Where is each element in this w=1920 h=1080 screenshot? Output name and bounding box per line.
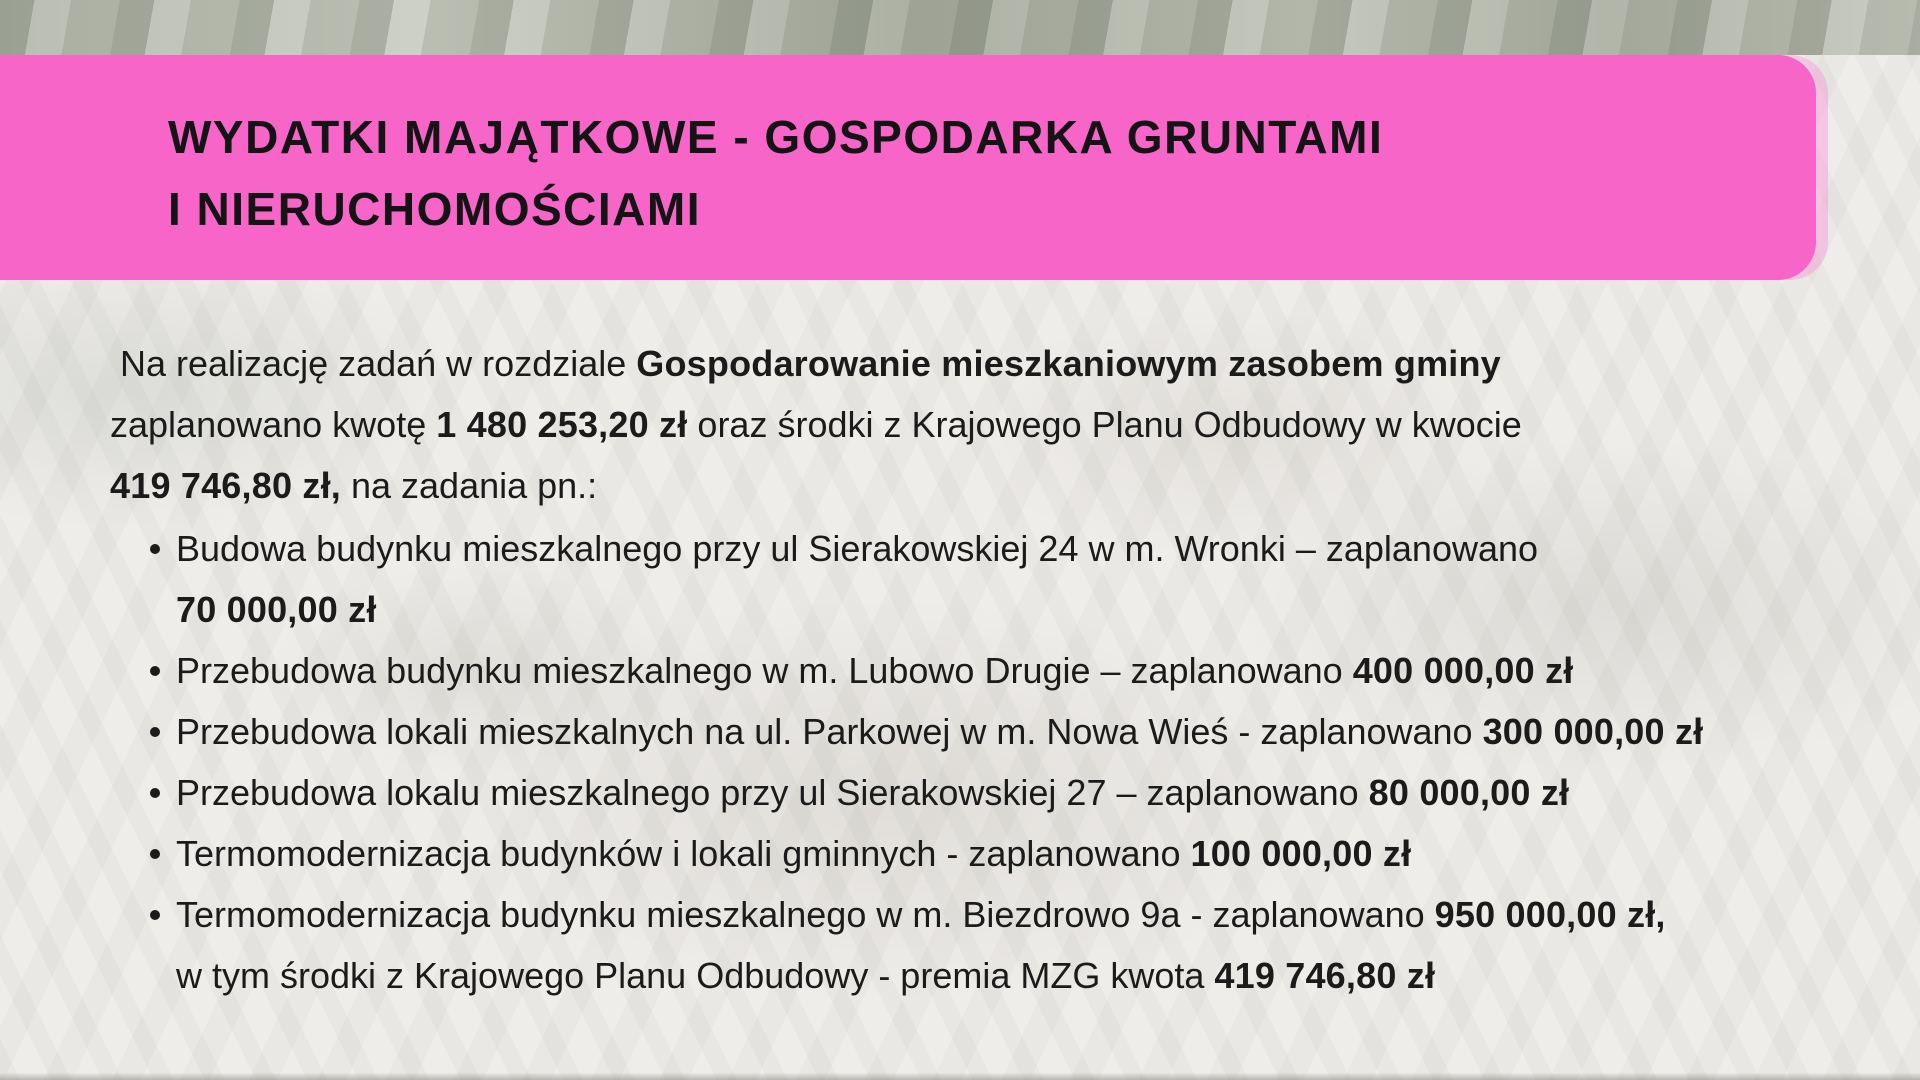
task-item-line: [176, 762, 1848, 823]
task-item: [148, 640, 1848, 701]
amount-text: 419 746,80 zł: [1214, 955, 1436, 996]
title-banner: [0, 55, 1816, 280]
amount-text: 419 746,80 zł,: [110, 465, 341, 506]
task-item-line: [176, 579, 1848, 640]
page-title-line-1: WYDATKI MAJĄTKOWE - GOSPODARKA GRUNTAMI: [168, 111, 1384, 163]
paragraph-line: [110, 394, 1820, 455]
task-item: [148, 762, 1848, 823]
task-item-line: [176, 518, 1848, 579]
amount-text: 70 000,00 zł: [176, 589, 377, 630]
task-item: [148, 823, 1848, 884]
amount-text: 400 000,00 zł: [1352, 650, 1574, 691]
amount-text: 80 000,00 zł: [1368, 772, 1570, 813]
amount-text: 1 480 253,20 zł: [436, 404, 688, 445]
page-title-line-2: I NIERUCHOMOŚCIAMI: [168, 183, 701, 235]
intro-paragraph: [110, 333, 1820, 516]
task-item: [148, 701, 1848, 762]
body-text: oraz środki z Krajowego Planu Odbudowy w kwocie: [687, 404, 1522, 445]
background-photo-bottom-edge: [0, 1073, 1920, 1080]
body-text: Na realizację zadań w rozdziale: [110, 343, 637, 384]
amount-text: 950 000,00 zł,: [1434, 894, 1666, 935]
body-text: Termomodernizacja budynku mieszkalnego w m. Biezdrowo 9a - zaplanowano: [176, 894, 1435, 935]
page-title: [0, 55, 1816, 245]
paragraph-line: [110, 455, 1820, 516]
body-text: Przebudowa lokali mieszkalnych na ul. Parkowej w m. Nowa Wieś - zaplanowano: [176, 711, 1483, 752]
task-item-line: [176, 640, 1848, 701]
paragraph-line: [110, 333, 1820, 394]
task-item-line: [176, 945, 1848, 1006]
amount-text: 100 000,00 zł: [1190, 833, 1412, 874]
task-item-line: [176, 884, 1848, 945]
amount-text: 300 000,00 zł: [1482, 711, 1704, 752]
amount-text: Gospodarowanie mieszkaniowym zasobem gminy: [636, 343, 1501, 384]
task-item-line: [176, 701, 1848, 762]
task-item: [148, 518, 1848, 640]
body-text: Przebudowa budynku mieszkalnego w m. Lubowo Drugie – zaplanowano: [176, 650, 1353, 691]
task-item-line: [176, 823, 1848, 884]
background-photo-top-strip: [0, 0, 1920, 55]
tasks-list: [148, 518, 1848, 1006]
body-text: Budowa budynku mieszkalnego przy ul Sierakowskiej 24 w m. Wronki – zaplanowano: [176, 528, 1539, 569]
body-text: na zadania pn.:: [340, 465, 598, 506]
body-text: zaplanowano kwotę: [110, 404, 437, 445]
body-text: Przebudowa lokalu mieszkalnego przy ul Sierakowskiej 27 – zaplanowano: [176, 772, 1369, 813]
body-text: w tym środki z Krajowego Planu Odbudowy - premia MZG kwota: [176, 955, 1215, 996]
task-item: [148, 884, 1848, 1006]
body-text: Termomodernizacja budynków i lokali gminnych - zaplanowano: [176, 833, 1191, 874]
